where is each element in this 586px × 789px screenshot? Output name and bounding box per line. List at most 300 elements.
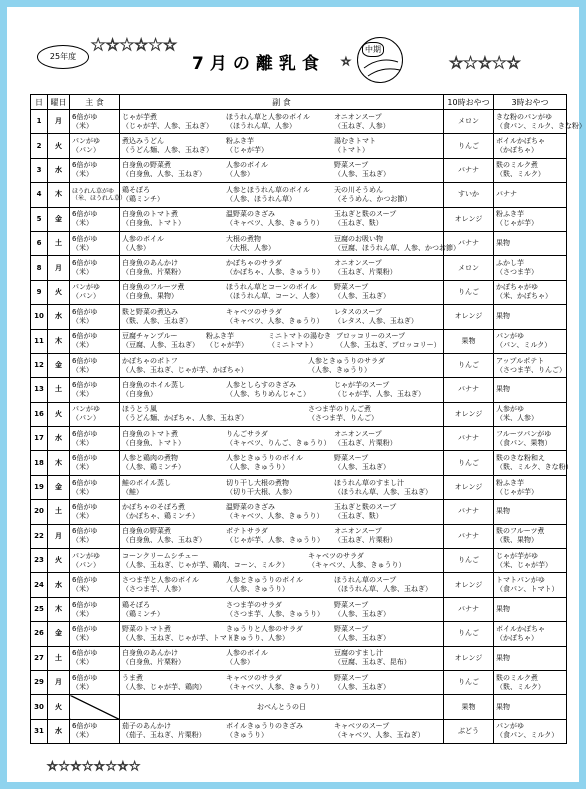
staple-line: （米） [72, 682, 93, 691]
staple-cell [70, 597, 120, 621]
side-dish-line: （じゃが芋） [206, 341, 248, 350]
snack3-line: （食パン、果物） [496, 438, 552, 447]
side-cell [120, 475, 444, 499]
staple-line: （パン） [72, 414, 100, 423]
side-dish-line: 野菜スープ [334, 673, 369, 682]
weekday-cell: 水 [48, 719, 70, 743]
side-dish-line: ブロッコリーのスープ [336, 332, 406, 341]
snack3-line: 果物 [496, 653, 510, 662]
snack3-line: 粉ふき芋 [496, 210, 524, 219]
day-cell: 10 [31, 305, 48, 329]
col-snack3: 3時おやつ [494, 95, 567, 110]
side-dish [226, 381, 334, 399]
menu-table [30, 94, 586, 744]
side-dish-line: かぼちゃのポトフ [122, 356, 178, 365]
stars-decoration-icon: ☆★☆★☆ [449, 53, 521, 72]
side-dish-line: （鶏ミンチ） [122, 194, 164, 203]
side-cell [120, 207, 444, 231]
side-dish [122, 235, 226, 253]
side-dish-line: （キャベツ、人参、きゅうり） [226, 682, 324, 691]
side-dish-line: （さつま芋、人参） [122, 585, 185, 594]
side-dish-line: さつま芋のりんご煮 [308, 405, 371, 414]
staple-cell [70, 573, 120, 597]
snack10-cell: オレンジ [444, 305, 494, 329]
staple-line: パンがゆ [72, 405, 100, 414]
side-dish-line: 豆腐のすまし汁 [334, 649, 383, 658]
snack10-cell: りんご [444, 670, 494, 694]
side-dish-line: 人参ときゅうりのボイル [226, 454, 303, 463]
staple-line: 6倍がゆ [72, 673, 98, 682]
snack3-line: 果物 [496, 239, 510, 248]
snack3-cell [494, 670, 567, 694]
staple-line: （米） [72, 365, 93, 374]
staple-line: （米） [72, 316, 93, 325]
staple-line: 6倍がゆ [72, 356, 98, 365]
snack3-line: 果物 [496, 312, 510, 321]
staple-line: （米） [72, 170, 93, 179]
side-dish-line: （豆腐、玉ねぎ、昆布） [334, 658, 411, 667]
side-dish-line: （人参、じゃが芋、鶏肉） [122, 682, 206, 691]
side-dish-line: （玉ねぎ、片栗粉） [334, 268, 397, 277]
side-cell [120, 451, 444, 475]
staple-line: 6倍がゆ [72, 380, 98, 389]
staple-line: 6倍がゆ [72, 332, 98, 341]
side-dish-line: 天の川そうめん [334, 185, 383, 194]
snack3-line: （かぼちゃ） [496, 633, 538, 642]
weekday-cell: 月 [48, 256, 70, 280]
side-dish-line: ミニトマトの湯むき [268, 332, 331, 341]
side-dish [334, 259, 438, 277]
side-dish-line: 人参ときゅうりのボイル [226, 576, 303, 585]
staple-cell [70, 329, 120, 353]
staple-line: （パン） [72, 292, 100, 301]
staple-line: （米） [72, 511, 93, 520]
side-dish [122, 674, 226, 692]
side-dish-line: （ミニトマト） [268, 341, 317, 350]
snack3-line: （食パン、トマト） [496, 585, 559, 594]
side-cell [120, 524, 444, 548]
side-dish [122, 137, 226, 155]
side-dish-line: （白身魚、人参、玉ねぎ） [122, 536, 206, 545]
snack3-cell [494, 378, 567, 402]
snack3-cell [494, 329, 567, 353]
snack3-line: （さつま芋、りんご） [496, 365, 566, 374]
day-cell: 27 [31, 646, 48, 670]
side-dish-line: 玉ねぎと麩のスープ [334, 210, 397, 219]
snack3-line: 麩のきな粉和え [496, 454, 545, 463]
side-dish-line: りんごサラダ [226, 429, 268, 438]
staple-line: 6倍がゆ [72, 600, 98, 609]
day-cell: 20 [31, 500, 48, 524]
snack3-line: フルーツパンがゆ [496, 429, 552, 438]
stars-decoration-icon: ★☆★☆★☆ [91, 35, 178, 54]
side-dish-line: （豆腐、人参、玉ねぎ） [122, 341, 199, 350]
side-dish-line: ポテトサラダ [226, 527, 268, 536]
weekday-cell: 木 [48, 597, 70, 621]
weekday-cell: 火 [48, 402, 70, 426]
side-dish-line: 人参ときゅうりのサラダ [308, 356, 385, 365]
side-dish-line: ほうれん草とコーンのボイル [226, 283, 317, 292]
day-cell: 25 [31, 597, 48, 621]
side-dish [226, 527, 334, 545]
day-cell: 2 [31, 134, 48, 158]
side-dish [122, 454, 226, 472]
side-dish [226, 479, 334, 497]
staple-cell [70, 427, 120, 451]
side-dish-line: 野菜スープ [334, 624, 369, 633]
table-row [31, 695, 567, 719]
side-dish-line: オニオンスープ [334, 112, 382, 121]
side-dish-line: （豆腐、ほうれん草、人参、かつお節） [334, 243, 460, 252]
snack10-cell: 果物 [444, 695, 494, 719]
side-dish-line: 白身魚のフルーツ煮 [122, 283, 185, 292]
side-dish [308, 552, 438, 570]
snack10-cell: ぶどう [444, 719, 494, 743]
side-dish-line: （人参、玉ねぎ、じゃが芋、鶏肉、コーン、ミルク） [122, 560, 289, 569]
staple-cell [70, 353, 120, 377]
snack10-cell: 果物 [444, 329, 494, 353]
staple-cell [70, 231, 120, 255]
staple-line: 6倍がゆ [72, 624, 98, 633]
side-dish-line: （玉ねぎ、麩） [334, 511, 383, 520]
side-dish-line: （人参） [226, 658, 254, 667]
staple-line: （米） [72, 658, 93, 667]
staple-line: 6倍がゆ [72, 649, 98, 658]
side-dish-line: ほうとう風 [122, 405, 157, 414]
table-header-row [31, 95, 567, 110]
table-row [31, 158, 567, 182]
side-dish-line: （じゃが芋、人参、玉ねぎ） [122, 121, 213, 130]
snack3-line: （食パン、ミルク、きな粉） [496, 121, 586, 130]
table-row [31, 231, 567, 255]
side-dish-line: （人参、きゅうり） [226, 463, 289, 472]
staple-line: パンがゆ [72, 551, 100, 560]
side-cell [120, 719, 444, 743]
side-dish [226, 235, 334, 253]
side-dish-line: （人参、鶏ミンチ） [122, 463, 185, 472]
snack3-line: （米、じゃが芋） [496, 560, 552, 569]
snack10-cell: バナナ [444, 500, 494, 524]
day-cell: 18 [31, 451, 48, 475]
staple-cell [70, 719, 120, 743]
snack3-line: （麩、果物） [496, 536, 538, 545]
staple-line: 6倍がゆ [72, 234, 98, 243]
side-cell [120, 256, 444, 280]
side-dish-line: 白身魚のあんかけ [122, 649, 178, 658]
side-dish [334, 722, 438, 740]
side-cell [120, 280, 444, 304]
snack10-cell: オレンジ [444, 475, 494, 499]
snack3-line: かぼちゃがゆ [496, 283, 538, 292]
side-dish-line: レタスのスープ [334, 307, 383, 316]
side-dish-line: （鶏ミンチ） [122, 609, 164, 618]
table-row [31, 646, 567, 670]
snack10-cell: オレンジ [444, 207, 494, 231]
side-cell [120, 110, 444, 134]
staple-cell [70, 110, 120, 134]
day-cell: 29 [31, 670, 48, 694]
side-dish-line: きゅうりと人参のサラダ [226, 624, 303, 633]
staple-line: 6倍がゆ [72, 527, 98, 536]
side-dish [122, 722, 226, 740]
side-dish [122, 552, 308, 570]
snack3-line: （麩、ミルク、きな粉） [496, 463, 573, 472]
staple-line: パンがゆ [72, 137, 100, 146]
side-dish-line: （そうめん、かつお節） [334, 194, 412, 203]
side-dish-line: （白身魚、片栗粉） [122, 658, 185, 667]
side-dish [334, 161, 438, 179]
side-cell [120, 378, 444, 402]
staple-cell [70, 183, 127, 207]
side-dish-line: 玉ねぎと麩のスープ [334, 502, 397, 511]
side-dish-line: （キャベツ、人参、きゅうり） [226, 316, 324, 325]
col-side: 副 食 [120, 95, 444, 110]
snack3-line: ボイルかぼちゃ [496, 624, 545, 633]
side-dish [122, 283, 226, 301]
table-row [31, 524, 567, 548]
snack3-cell [494, 134, 567, 158]
side-dish [226, 137, 334, 155]
side-dish [226, 722, 334, 740]
staple-cell [70, 256, 120, 280]
side-dish-line: キャベツのサラダ [226, 307, 282, 316]
weekday-cell: 水 [48, 427, 70, 451]
side-dish-line: かぼちゃのサラダ [226, 259, 282, 268]
staple-cell [70, 378, 120, 402]
snack3-line: パンがゆ [496, 332, 524, 341]
side-dish-line: 人参と鶏肉の煮物 [122, 454, 178, 463]
side-dish-line: 鶏そぼろ [122, 600, 150, 609]
side-dish-line: 野菜スープ [334, 283, 369, 292]
side-dish-line: （玉ねぎ、片栗粉） [334, 536, 397, 545]
staple-line: 6倍がゆ [72, 429, 98, 438]
snack10-cell: バナナ [444, 427, 494, 451]
side-dish-line: （キャベツ、人参、きゅうり） [226, 219, 324, 228]
staple-line: （パン） [72, 560, 100, 569]
side-cell [120, 231, 460, 255]
side-dish-line: コーンクリームシチュー [122, 551, 199, 560]
side-dish-line: （鮭） [122, 487, 143, 496]
staple-line: パンがゆ [72, 283, 100, 292]
staple-line: （米） [72, 438, 93, 447]
snack3-line: （さつま芋） [496, 268, 538, 277]
snack10-cell: バナナ [444, 231, 494, 255]
snack3-cell [494, 573, 567, 597]
col-day: 日 [31, 95, 48, 110]
weekday-cell: 土 [48, 378, 70, 402]
side-dish-line: （人参） [122, 243, 150, 252]
snack3-line: （パン、ミルク） [496, 341, 552, 350]
side-dish-line: （白身魚、人参、玉ねぎ） [122, 170, 206, 179]
staple-line: （米） [72, 268, 93, 277]
side-dish-line: 野菜のトマト煮 [122, 624, 171, 633]
table-row [31, 670, 567, 694]
side-dish-line: （トマト） [334, 146, 369, 155]
day-cell: 30 [31, 695, 48, 719]
side-dish-line: （さつま芋、りんご） [308, 414, 378, 423]
snack10-cell: りんご [444, 622, 494, 646]
side-dish [334, 674, 438, 692]
snack3-cell [494, 280, 567, 304]
side-dish-line: （ほうれん草、人参、玉ねぎ） [334, 585, 432, 594]
staple-line: 6倍がゆ [72, 259, 98, 268]
side-dish [122, 601, 226, 619]
side-dish [334, 527, 438, 545]
snack3-cell [494, 622, 567, 646]
weekday-cell: 火 [48, 549, 70, 573]
side-dish [122, 405, 308, 423]
side-cell [120, 329, 444, 353]
staple-line: （米） [72, 536, 93, 545]
snack3-line: 果物 [496, 702, 510, 711]
side-dish-line: 白身魚のあんかけ [122, 259, 178, 268]
side-dish-line: （うどん麺、かぼちゃ、人参、玉ねぎ） [122, 414, 248, 423]
side-cell [120, 549, 444, 573]
staple-cell [70, 158, 120, 182]
staple-line: 6倍がゆ [72, 502, 98, 511]
side-dish [334, 503, 438, 521]
side-dish [226, 430, 334, 448]
weekday-cell: 火 [48, 280, 70, 304]
snack10-cell: オレンジ [444, 402, 494, 426]
side-dish-line: （白身魚、トマト） [122, 438, 185, 447]
side-dish [122, 527, 226, 545]
snack3-cell [494, 353, 567, 377]
snack3-cell [494, 110, 586, 134]
side-dish [308, 405, 438, 423]
side-dish-line: （かぼちゃ、鶏ミンチ） [122, 511, 199, 520]
side-dish-line: （人参、玉ねぎ） [334, 633, 390, 642]
staple-line: 6倍がゆ [72, 722, 98, 731]
weekday-cell: 木 [48, 451, 70, 475]
staple-line: 6倍がゆ [72, 576, 98, 585]
staple-cell [70, 134, 120, 158]
weekday-cell: 土 [48, 646, 70, 670]
side-dish-line: さつま芋と人参のボイル [122, 576, 199, 585]
side-dish-line: （人参、玉ねぎ、ブロッコリー） [336, 341, 441, 350]
side-dish-line: （かぼちゃ、人参、きゅうり） [226, 268, 324, 277]
side-dish [334, 625, 438, 643]
side-dish-line: （じゃが芋、人参、きゅうり） [226, 536, 324, 545]
staple-line: （米） [72, 219, 93, 228]
side-dish-line: 人参としらすのきざみ [226, 380, 296, 389]
side-dish [122, 332, 206, 350]
side-dish [226, 454, 334, 472]
side-dish-line: 鶏そぼろ [122, 185, 150, 194]
day-cell: 11 [31, 329, 48, 353]
side-dish-line: （キャベツ、人参、玉ねぎ） [334, 731, 425, 740]
day-cell: 12 [31, 353, 48, 377]
staple-line: （米） [72, 585, 93, 594]
side-dish-line: （人参、玉ねぎ） [334, 609, 390, 618]
side-dish [226, 503, 334, 521]
side-dish-line: （じゃが芋） [226, 146, 268, 155]
table-row [31, 110, 567, 134]
side-dish-line: （キャベツ、りんご、きゅうり） [226, 438, 331, 447]
table-row [31, 597, 567, 621]
day-cell: 5 [31, 207, 48, 231]
side-cell [120, 597, 444, 621]
snack3-cell [494, 524, 567, 548]
snack10-cell: メロン [444, 256, 494, 280]
star-icon: ☆ [341, 55, 351, 68]
side-dish [226, 283, 334, 301]
side-dish [226, 576, 334, 594]
side-cell [120, 646, 444, 670]
side-dish [226, 601, 334, 619]
side-dish-line: （白身魚、トマト） [122, 219, 185, 228]
snack3-cell [494, 256, 567, 280]
side-dish-line: （人参、玉ねぎ、じゃが芋、トマト） [122, 633, 241, 642]
side-dish-line: オニオンスープ [334, 259, 382, 268]
side-dish-line: （人参、きゅうり） [308, 365, 371, 374]
day-cell: 31 [31, 719, 48, 743]
snack3-line: 果物 [496, 507, 510, 516]
side-dish-line: 豆腐チャンプルー [122, 332, 178, 341]
side-dish [334, 479, 438, 497]
col-snack10: 10時おやつ [444, 95, 494, 110]
snack3-line: （食パン、ミルク） [496, 731, 559, 740]
snack3-cell [494, 475, 567, 499]
snack10-cell: バナナ [444, 378, 494, 402]
col-weekday: 曜日 [48, 95, 70, 110]
side-dish-line: じゃが芋煮 [122, 112, 157, 121]
side-dish-line: キャベツのサラダ [308, 551, 364, 560]
snack3-cell [494, 402, 567, 426]
side-dish-line: （人参、玉ねぎ） [334, 170, 390, 179]
table-row [31, 256, 567, 280]
snack3-cell [494, 451, 573, 475]
snack3-line: （かぼちゃ） [496, 146, 538, 155]
year-badge: 25年度 [37, 45, 89, 69]
side-dish [334, 308, 438, 326]
table-row [31, 475, 567, 499]
weekday-cell: 金 [48, 475, 70, 499]
day-cell: 23 [31, 549, 48, 573]
table-row [31, 500, 567, 524]
side-dish-line: （人参） [226, 170, 254, 179]
day-cell: 13 [31, 378, 48, 402]
day-cell: 1 [31, 110, 48, 134]
staple-cell [70, 524, 120, 548]
snack3-cell [494, 231, 567, 255]
footer-decoration-icon: ☆★☆★☆★☆★ [47, 759, 142, 773]
staple-line: 6倍がゆ [72, 454, 98, 463]
side-cell [120, 402, 444, 426]
side-dish-line: 麩と野菜の煮込み [122, 307, 178, 316]
side-dish-line: （大根、人参） [226, 243, 275, 252]
side-dish [206, 332, 268, 350]
table-row [31, 207, 567, 231]
snack10-cell: メロン [444, 110, 494, 134]
side-dish [334, 381, 438, 399]
day-cell: 8 [31, 256, 48, 280]
side-dish [122, 430, 226, 448]
special-event-cell: おべんとうの日 [120, 695, 444, 719]
side-dish-line: （ほうれん草、人参、玉ねぎ） [334, 487, 432, 496]
side-dish-line: 切り干し大根の煮物 [226, 478, 289, 487]
side-dish-line: （キャベツ、人参、きゅうり） [226, 511, 324, 520]
table-row [31, 305, 567, 329]
side-dish [226, 649, 334, 667]
side-dish [122, 113, 226, 131]
side-dish-line: （レタス、人参、玉ねぎ） [334, 316, 418, 325]
side-dish-line: （ほうれん草、人参） [226, 121, 296, 130]
side-dish-line: オニオンスープ [334, 429, 382, 438]
side-dish-line: （人参、玉ねぎ） [334, 682, 390, 691]
side-dish [336, 332, 441, 350]
table-row [31, 353, 567, 377]
